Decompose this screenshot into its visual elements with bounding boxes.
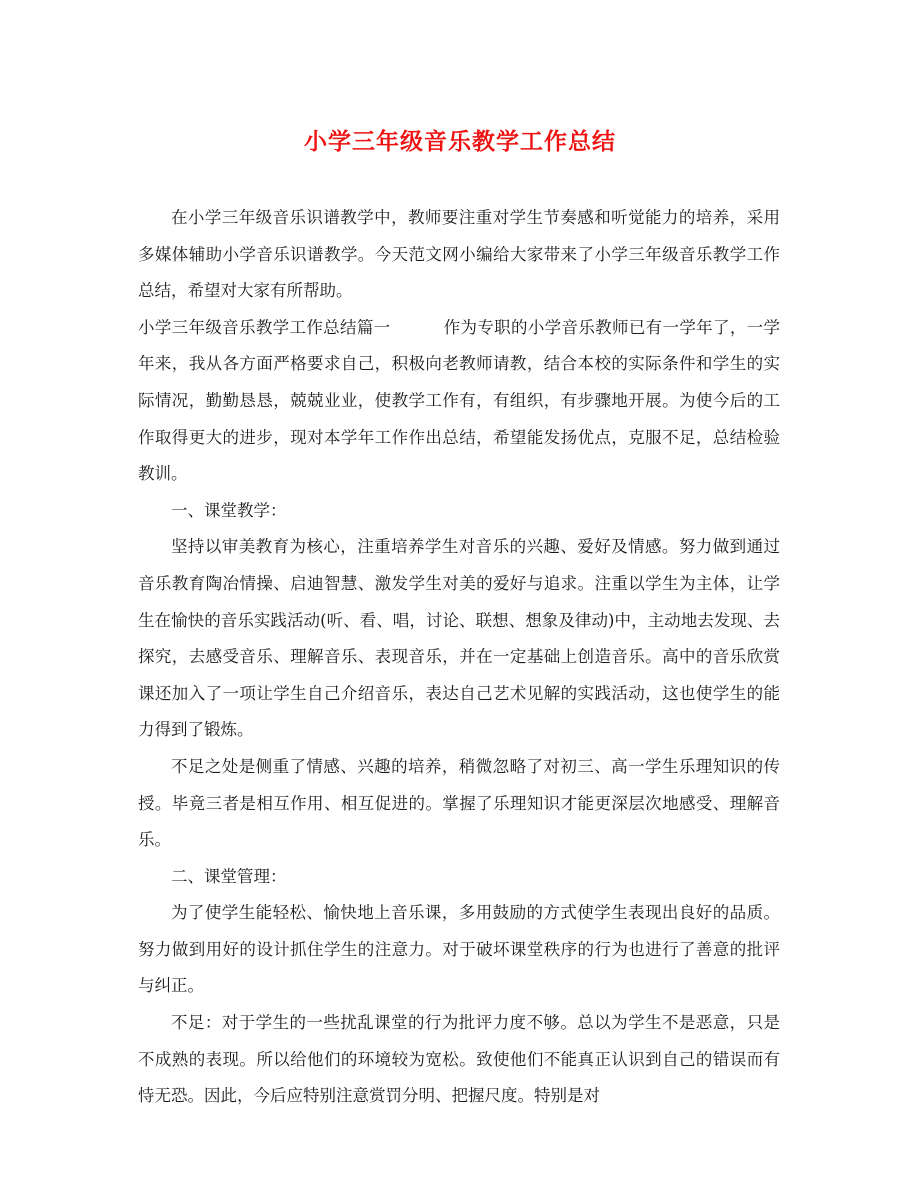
part-one-paragraph [138, 310, 780, 493]
management-shortcomings-paragraph: 不足：对于学生的一些扰乱课堂的行为批评力度不够。总以为学生不是恶意，只是不成熟的表现。所以给他们的环境较为宽松。致使他们不能真正认识到自己的错误而有恃无恐。因此，今后应特别注意赏罚分明、把握尺度。特别是对 [138, 1013, 780, 1106]
part-body: 作为专职的小学音乐教师已有一学年了，一学年来，我从各方面严格要求自己，积极向老教师请教，结合本校的实际条件和学生的实际情况，勤勤恳恳，兢兢业业，使教学工作有，有组织，有步骤地开展。为使今后的工作取得更大的进步，现对本学年工作作出总结，希望能发扬优点，克服不足，总结检验教训。 [138, 317, 781, 484]
part-heading: 小学三年级音乐教学工作总结篇一 [138, 317, 391, 337]
intro-paragraph: 在小学三年级音乐识谱教学中，教师要注重对学生节奏感和听觉能力的培养，采用多媒体辅助小学音乐识谱教学。今天范文网小编给大家带来了小学三年级音乐教学工作总结，希望对大家有所帮助。 [138, 208, 780, 301]
management-paragraph: 为了使学生能轻松、愉快地上音乐课，多用鼓励的方式使学生表现出良好的品质。努力做到用好的设计抓住学生的注意力。对于破坏课堂秩序的行为也进行了善意的批评与纠正。 [138, 903, 780, 996]
section-heading-classroom-management: 二、课堂管理： [171, 866, 287, 886]
teaching-paragraph: 坚持以审美教育为核心，注重培养学生对音乐的兴趣、爱好及情感。努力做到通过音乐教育陶冶情操、启迪智慧、激发学生对美的爱好与追求。注重以学生为主体，让学生在愉快的音乐实践活动(听、看、唱，讨论、联想、想象及律动)中，主动地去发现、去探究，去感受音乐、理解音乐、表现音乐，并在一定基础上创造音乐。高中的音乐欣赏课还加入了一项让学生自己介绍音乐，表达自己艺术见解的实践活动，这也使学生的能力得到了锻炼。 [138, 537, 780, 740]
document-title: 小学三年级音乐教学工作总结 [304, 129, 616, 155]
document-body [138, 200, 780, 1115]
teaching-shortcomings-paragraph: 不足之处是侧重了情感、兴趣的培养，稍微忽略了对初三、高一学生乐理知识的传授。毕竟三者是相互作用、相互促进的。掌握了乐理知识才能更深层次地感受、理解音乐。 [138, 756, 780, 850]
section-heading-classroom-teaching: 一、课堂教学： [171, 500, 287, 520]
